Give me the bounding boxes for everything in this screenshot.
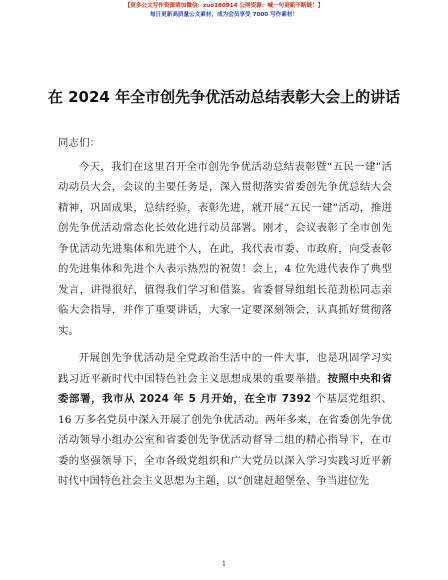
paragraph-2	[58, 348, 392, 492]
document-title: 在 2024 年全市创先争优活动总结表彰大会上的讲话	[47, 88, 401, 106]
paragraph-gap	[58, 341, 392, 348]
banner-line-promo: 【更多公文写作资源请加微信：zuo180914 公网资源：喊一句更新不断链！】	[124, 3, 324, 9]
header-banner	[0, 2, 448, 20]
paragraph-1: 今天，我们在这里召开全市创先争优活动总结表彰暨“五民一建”活动动员大会，会议的主要任务是，深入贯彻落实省委创先争优总结大会精神，巩固成果，总结经验，表彰先进，就开展“五民一建”活动，推进创先争优活动常态化长效化进行动员部署。刚才，会议表彰了全市创先争优活动先进集体和先进个人，在此，我代表市委、市政府，向受表彰的先进集体和先进个人表示热烈的祝贺！会上，4 位先进代表作了典型发言，讲得很好，值得我们学习和借鉴。省委督导组组长范劲松同志亲临大会指导，并作了重要讲话，大家一定要深刻领会，认真抓好贯彻落实。	[58, 160, 392, 337]
paragraph-2-intro: 开展创先争优活动是全党政治生活中的一件大事，也是巩固学习实践习近平新时代中国特色社会主义思想成果的重要举措。	[58, 352, 392, 385]
paragraph-2-continuation: 个基层党组织、16 万多名党员中深入开展了创先争优活动。两年多来，在省委创先争优活动领导小组办公室和省委创先争优活动督导二组的精心指导下，在市委的坚强领导下，全市各级党组织和广大党员以深入学习实践习近平新时代中国特色社会主义思想为主题，以“创建赶超堡垒、争当进位先	[58, 393, 392, 487]
banner-line-membership: 每日更新高质量公文素材，成为会员享受 7000 写作素材！	[149, 12, 299, 18]
paragraph-2-emphasis: 按照中央和省委部署，我市从 2024 年 5 月开始，在全市 7392	[58, 372, 392, 405]
page-number: 1	[221, 560, 227, 568]
document-body	[58, 133, 392, 492]
salutation: 同志们：	[58, 137, 101, 149]
